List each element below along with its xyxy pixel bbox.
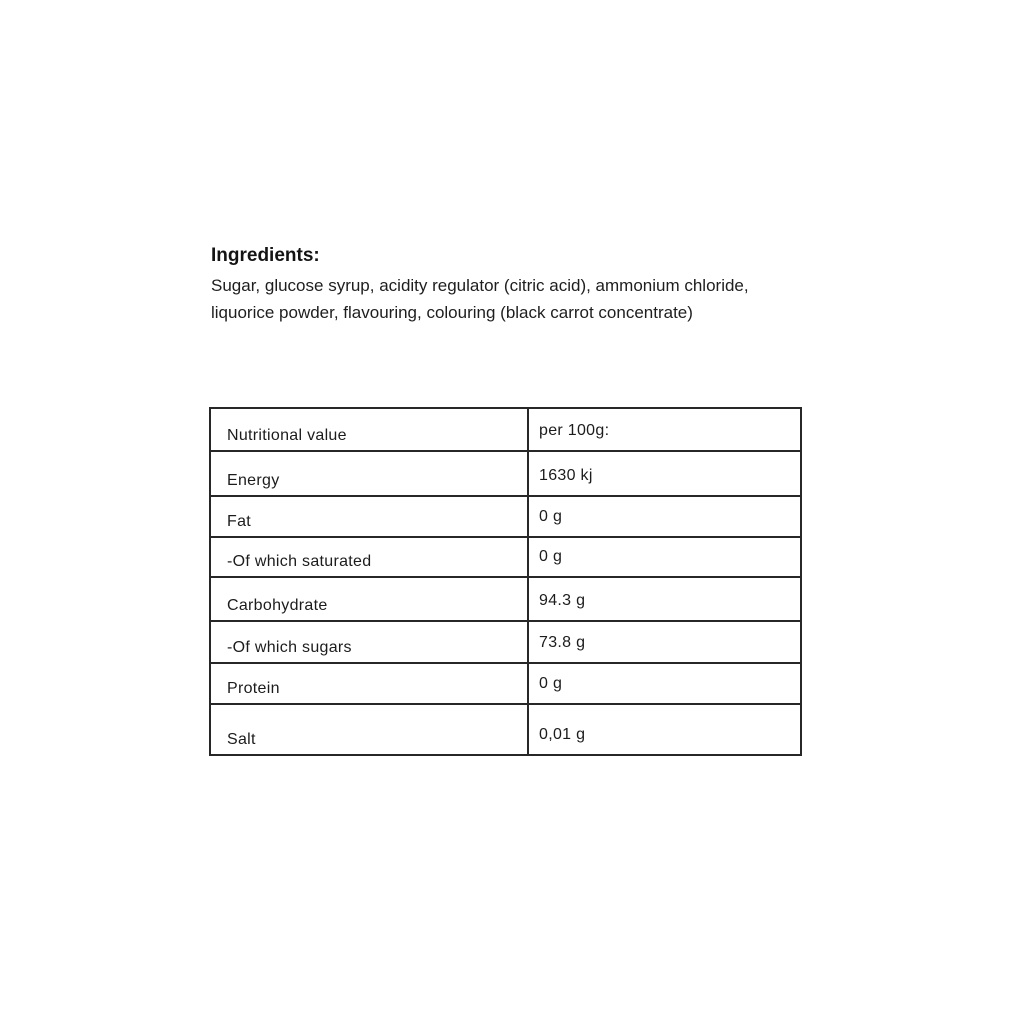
nutrition-table [209, 407, 802, 756]
row-value: 0 g [527, 497, 800, 536]
table-row-energy [211, 452, 800, 497]
row-value: 94.3 g [527, 578, 800, 620]
ingredients-text: Sugar, glucose syrup, acidity regulator (citric acid), ammonium chloride, liquorice powder, flavouring, colouring (black carrot concentrate) [211, 276, 749, 322]
row-value: 0 g [527, 664, 800, 703]
row-label: Fat [227, 513, 252, 530]
table-row-saturated [211, 538, 800, 578]
row-value: 1630 kj [527, 452, 800, 495]
row-label: Carbohydrate [227, 597, 328, 614]
nutrition-table-header-row [211, 409, 800, 452]
row-value: 73.8 g [527, 622, 800, 662]
nutrition-header-value: per 100g: [527, 409, 800, 450]
table-row-fat [211, 497, 800, 538]
row-value: 0,01 g [527, 705, 800, 754]
ingredients-heading: Ingredients: [211, 245, 320, 266]
row-label: Salt [227, 731, 256, 748]
table-row-salt [211, 705, 800, 754]
row-label: Protein [227, 680, 280, 697]
nutrition-header-label: Nutritional value [227, 427, 347, 444]
row-label: Energy [227, 472, 280, 489]
table-row-carbohydrate [211, 578, 800, 622]
row-value: 0 g [527, 538, 800, 576]
row-label: -Of which sugars [227, 639, 352, 656]
row-label: -Of which saturated [227, 553, 372, 570]
table-row-protein [211, 664, 800, 705]
table-row-sugars [211, 622, 800, 664]
ingredients-section [211, 243, 779, 326]
